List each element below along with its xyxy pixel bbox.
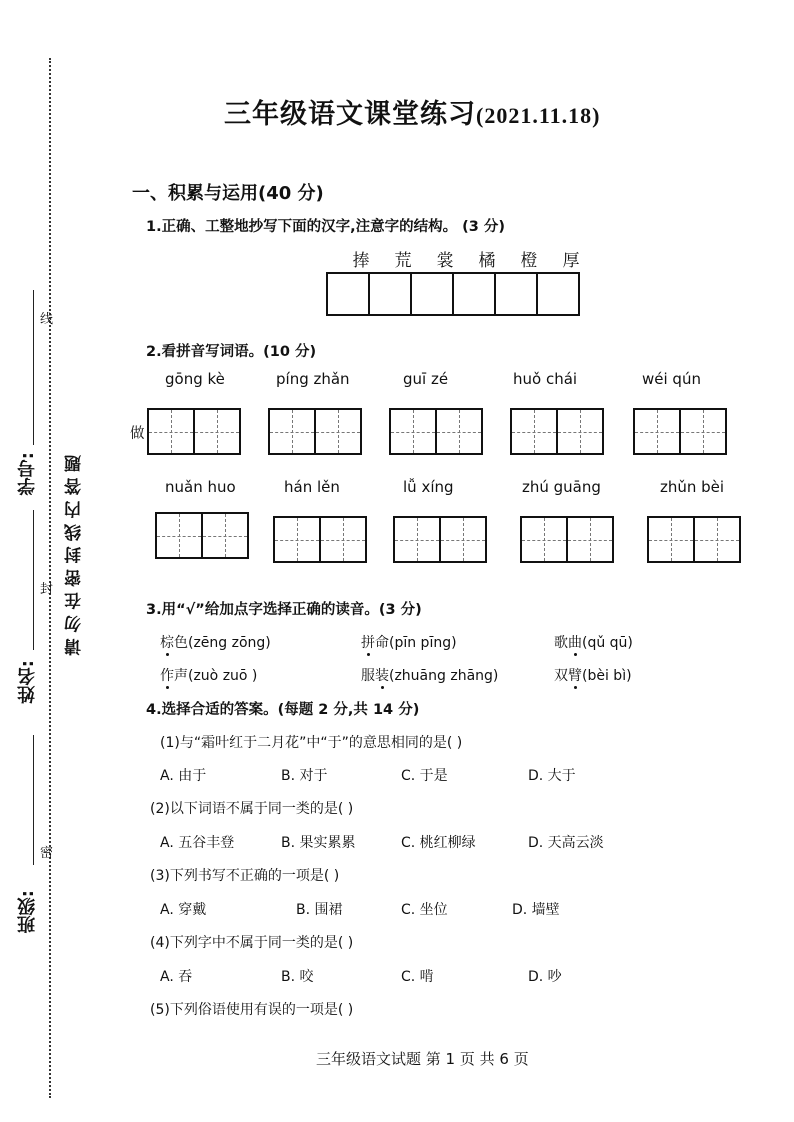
tianzige-box[interactable]: [273, 516, 367, 563]
seal-mark-line: 线: [40, 312, 54, 327]
title-date: (2021.11.18): [476, 103, 601, 128]
pinyin-9: zhú guāng: [522, 478, 601, 496]
pronunciation-item[interactable]: 作声(zuò zuō ): [160, 668, 258, 684]
option-c[interactable]: C. 于是: [401, 768, 448, 784]
tianzige-box[interactable]: [510, 408, 604, 455]
pinyin-8: lǚ xíng: [403, 478, 454, 496]
class-underline: [33, 735, 34, 865]
pinyin-1: gōng kè: [165, 370, 225, 388]
seal-warning: 请 勿 在 密 封 线 内 答 题: [65, 455, 85, 656]
option-a[interactable]: A. 吞: [160, 969, 193, 985]
page-title: 三年级语文课堂练习(2021.11.18): [224, 99, 601, 130]
option-b[interactable]: B. 对于: [281, 768, 328, 784]
class-label: 班级:: [17, 890, 38, 934]
tianzige-box[interactable]: [268, 408, 362, 455]
copy-writing-grid[interactable]: [326, 272, 580, 316]
option-d[interactable]: D. 天高云淡: [528, 835, 604, 851]
copy-characters: [340, 246, 592, 271]
tianzige-box[interactable]: [155, 512, 249, 559]
pronunciation-item[interactable]: 服装(zhuāng zhāng): [361, 668, 499, 684]
tianzige-box[interactable]: [520, 516, 614, 563]
tianzige-box[interactable]: [647, 516, 741, 563]
tianzige-box[interactable]: [389, 408, 483, 455]
seal-mark-secret: 密: [40, 846, 54, 861]
question-1: 1.正确、工整地抄写下面的汉字,注意字的结构。 (3 分): [146, 219, 506, 235]
copy-char: 橘: [478, 251, 496, 271]
option-a[interactable]: A. 穿戴: [160, 902, 207, 918]
option-d[interactable]: D. 墙壁: [512, 902, 560, 918]
option-c[interactable]: C. 桃红柳绿: [401, 835, 476, 851]
pinyin-5: wéi qún: [642, 370, 701, 388]
page-footer: 三年级语文试题 第 1 页 共 6 页: [316, 1050, 529, 1068]
copy-char: 橙: [520, 251, 538, 271]
pinyin-10: zhǔn bèi: [660, 478, 725, 496]
tianzige-box[interactable]: [633, 408, 727, 455]
option-a[interactable]: A. 五谷丰登: [160, 835, 235, 851]
option-a[interactable]: A. 由于: [160, 768, 207, 784]
copy-char: 荒: [394, 251, 412, 271]
pinyin-6: nuǎn huo: [165, 478, 236, 496]
tianzige-box[interactable]: [147, 408, 241, 455]
copy-char: 裳: [436, 251, 454, 271]
sub-question-1: (1)与“霜叶红于二月花”中“于”的意思相同的是( ): [160, 735, 463, 751]
option-b[interactable]: B. 果实累累: [281, 835, 356, 851]
student-name-label: 姓名:: [17, 660, 38, 704]
question-2: 2.看拼音写词语。(10 分): [146, 344, 317, 360]
pronunciation-item[interactable]: 棕色(zēng zōng): [160, 635, 271, 651]
option-c[interactable]: C. 啃: [401, 969, 434, 985]
question-4: 4.选择合适的答案。(每题 2 分,共 14 分): [146, 702, 420, 718]
copy-char: 厚: [562, 251, 580, 271]
option-c[interactable]: C. 坐位: [401, 902, 448, 918]
pinyin-3: guī zé: [403, 370, 449, 388]
name-underline: [33, 510, 34, 650]
pronunciation-item[interactable]: 歌曲(qǔ qū): [554, 635, 633, 651]
student-number-label: 学号:: [17, 452, 38, 496]
sub-question-3: (3)下列书写不正确的一项是( ): [150, 868, 340, 884]
pronunciation-item[interactable]: 双臂(bèi bì): [554, 668, 632, 684]
option-b[interactable]: B. 围裙: [296, 902, 343, 918]
stray-mark: 做: [130, 426, 145, 442]
option-d[interactable]: D. 吵: [528, 969, 562, 985]
tianzige-box[interactable]: [393, 516, 487, 563]
sub-question-5: (5)下列俗语使用有误的一项是( ): [150, 1002, 354, 1018]
option-b[interactable]: B. 咬: [281, 969, 314, 985]
question-3: 3.用“√”给加点字选择正确的读音。(3 分): [146, 602, 422, 618]
seal-mark-seal: 封: [40, 582, 54, 597]
pinyin-4: huǒ chái: [513, 370, 578, 388]
sub-question-4: (4)下列字中不属于同一类的是( ): [150, 935, 354, 951]
option-d[interactable]: D. 大于: [528, 768, 576, 784]
copy-char: 捧: [352, 251, 370, 271]
number-underline: [33, 290, 34, 445]
pinyin-2: píng zhǎn: [276, 370, 350, 388]
section-1-heading: 一、积累与运用(40 分): [132, 183, 324, 204]
sub-question-2: (2)以下词语不属于同一类的是( ): [150, 801, 354, 817]
pinyin-7: hán lěn: [284, 478, 340, 496]
pronunciation-item[interactable]: 拼命(pīn pīng): [361, 635, 457, 651]
